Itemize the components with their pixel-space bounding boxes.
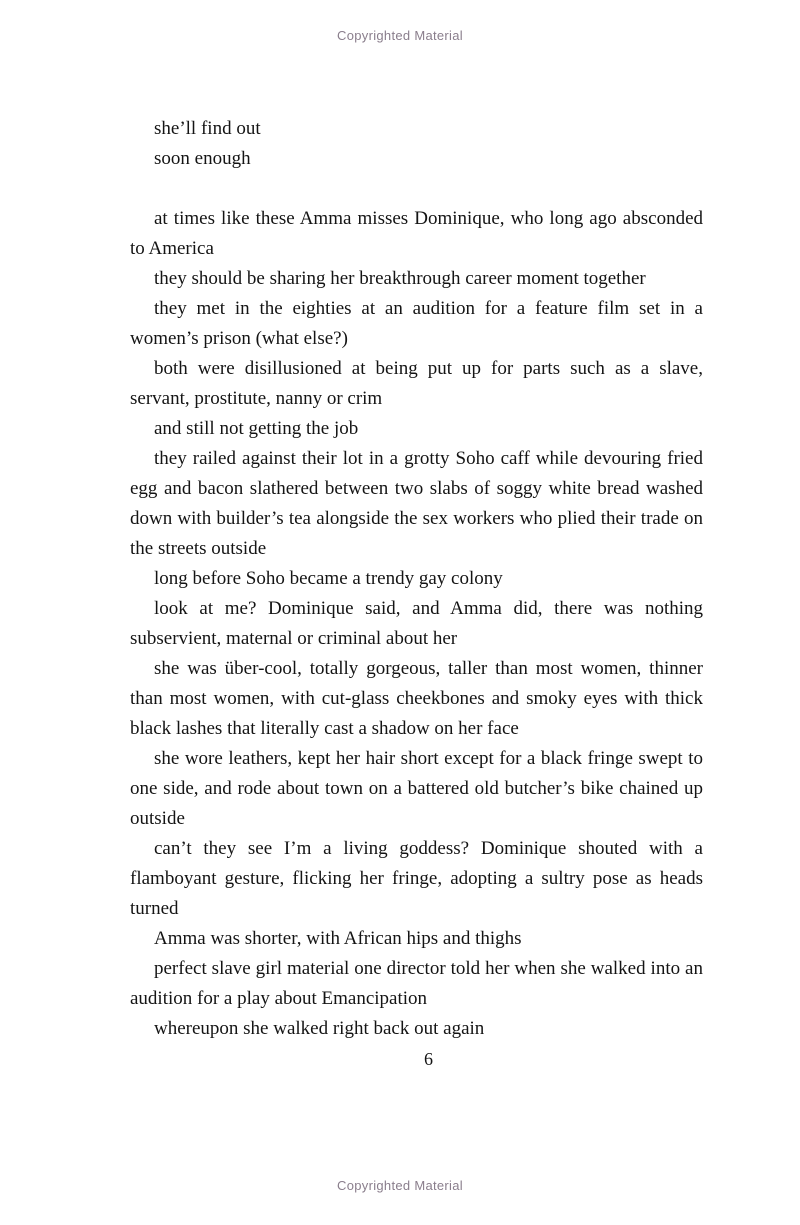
paragraph: both were disillusioned at being put up for parts such as a slave, servant, prostitute, nanny or crim (130, 358, 703, 409)
paragraph: perfect slave girl material one director told her when she walked into an audition for a play about Emancipation (130, 958, 703, 1009)
opening-line: she’ll find out (154, 118, 261, 139)
body-text (130, 114, 703, 1074)
paragraph: whereupon she walked right back out again (154, 1018, 485, 1039)
opening-line: soon enough (154, 148, 251, 169)
paragraph: look at me? Dominique said, and Amma did, there was nothing subservient, maternal or criminal about her (130, 598, 703, 649)
copyright-banner-bottom: Copyrighted Material (337, 1178, 463, 1193)
paragraph: at times like these Amma misses Dominique, who long ago absconded to America (130, 208, 703, 259)
paragraph: they railed against their lot in a grotty Soho caff while devouring fried egg and bacon slathered between two slabs of soggy white bread washed down with builder’s tea alongside the sex workers who plied their trade on the streets outside (130, 448, 703, 559)
paragraph: can’t they see I’m a living goddess? Dominique shouted with a flamboyant gesture, flicking her fringe, adopting a sultry pose as heads turned (130, 838, 703, 919)
paragraph: Amma was shorter, with African hips and thighs (154, 928, 522, 949)
paragraph: they should be sharing her breakthrough career moment together (154, 268, 646, 289)
paragraph: and still not getting the job (154, 418, 359, 439)
paragraph: they met in the eighties at an audition for a feature film set in a women’s prison (what else?) (130, 298, 703, 349)
copyright-banner-top: Copyrighted Material (337, 28, 463, 43)
paragraph: she was über-cool, totally gorgeous, taller than most women, thinner than most women, with cut-glass cheekbones and smoky eyes with thick black lashes that literally cast a shadow on her face (130, 658, 703, 739)
page-number: 6 (424, 1049, 433, 1069)
paragraph: she wore leathers, kept her hair short except for a black fringe swept to one side, and rode about town on a battered old butcher’s bike chained up outside (130, 748, 703, 829)
section-gap (130, 174, 703, 204)
paragraph: long before Soho became a trendy gay colony (154, 568, 503, 589)
opening-lines (130, 114, 703, 174)
